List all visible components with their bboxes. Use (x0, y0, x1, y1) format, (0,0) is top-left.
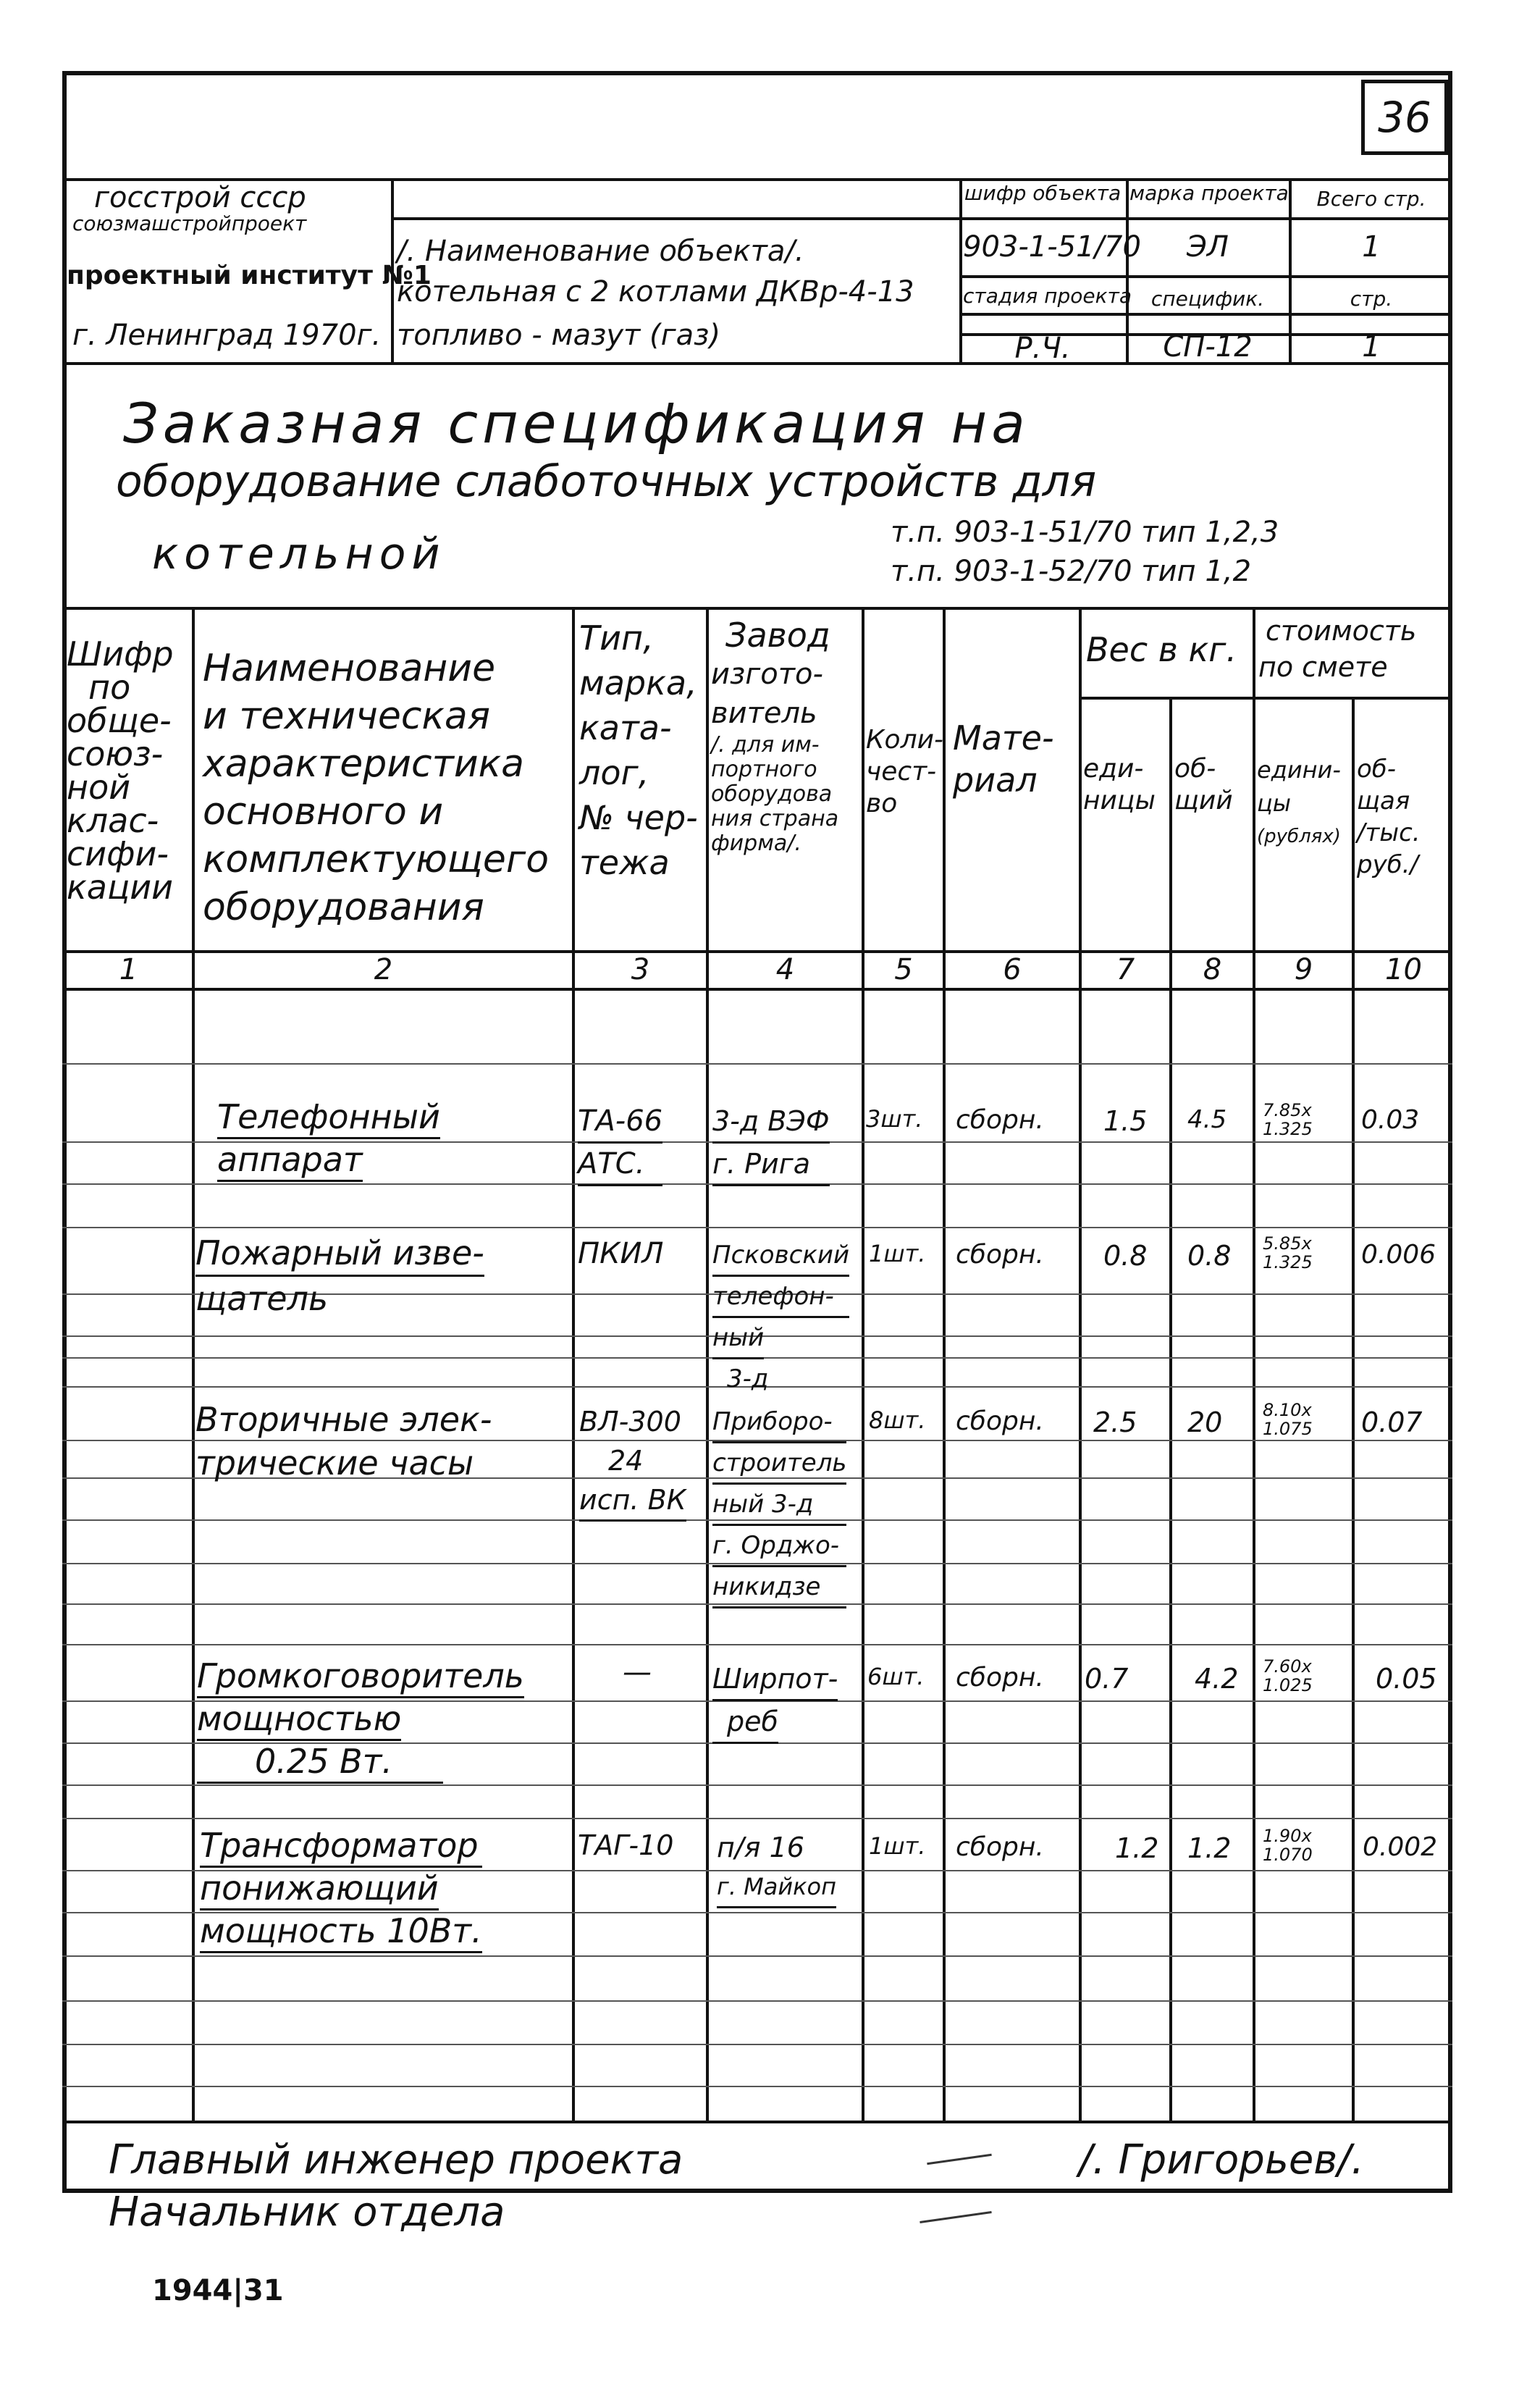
header-col2 (203, 645, 549, 931)
header-col5 (866, 724, 943, 820)
header-col4-text: изгото- (711, 658, 823, 691)
header-col1-text: обще- (67, 701, 172, 740)
row-type-line: исп. ВК (579, 1480, 686, 1522)
row-maker-line: 3-д (727, 1364, 769, 1393)
table-row-name (217, 1096, 440, 1182)
title-line1: Заказная спецификация на (123, 391, 1030, 456)
col-divider (862, 607, 864, 2121)
table-row-type (579, 1402, 686, 1522)
row-rule-line (62, 2044, 1452, 2045)
table-row-weight-total: 4.2 (1195, 1663, 1239, 1695)
row-cost-unit-line: 1.070 (1263, 1845, 1313, 1865)
stamp-stage-label: стадия проекта (963, 284, 1132, 308)
stamp-line (959, 313, 1452, 316)
row-maker-line: г. Рига (712, 1144, 830, 1186)
table-row-type (578, 1829, 673, 1861)
table-row-type (623, 1656, 652, 1689)
header-col3-text: тежа (579, 843, 670, 882)
header-col2-text: характеристика (203, 742, 524, 786)
header-col1-text: по (88, 668, 131, 707)
row-name-line: щатель (195, 1279, 329, 1318)
table-row-maker (717, 1828, 836, 1908)
table-row-cost-total: 0.05 (1376, 1663, 1437, 1695)
header-col3-text: Тип, (579, 618, 654, 658)
row-rule-line (62, 1818, 1452, 1819)
row-name-line: трические часы (195, 1443, 474, 1482)
title-ref1: т.п. 903-1-51/70 тип 1,2,3 (891, 516, 1279, 549)
header-col1-text: сифи- (67, 834, 169, 873)
table-row-qty: 1шт. (869, 1832, 926, 1860)
header-col2-text: комплектующего (203, 838, 550, 881)
stamp-total-pages-value: 1 (1362, 230, 1381, 264)
header-cost-group-text: по смете (1258, 651, 1388, 683)
table-row-cost-unit (1263, 1657, 1313, 1695)
row-name-line: Трансформатор (200, 1825, 482, 1868)
table-row-maker (712, 1236, 849, 1398)
row-cost-unit-line: 1.90х (1263, 1826, 1312, 1846)
title-line3: котельной (152, 529, 446, 579)
stamp-mark-value: ЭЛ (1186, 230, 1229, 264)
header-col1-text: Шифр (67, 634, 174, 674)
row-maker-line: телефон- (712, 1277, 849, 1318)
row-type-line: ВЛ-300 (579, 1406, 681, 1438)
table-row-type (578, 1101, 662, 1186)
table-row-weight-unit: 2.5 (1093, 1406, 1137, 1438)
row-rule-line (62, 2086, 1452, 2087)
stamp-spec-label: специфик. (1150, 287, 1265, 311)
archive-number: 1944|31 (152, 2274, 284, 2307)
signature-mark (920, 2211, 991, 2223)
row-maker-line: г. Майкоп (717, 1867, 836, 1908)
chief-engineer-name: /. Григорьев/. (1079, 2136, 1364, 2184)
table-row-qty: 6шт. (867, 1663, 925, 1690)
table-row-material: сборн. (956, 1240, 1044, 1270)
stamp-stage-value: Р.Ч. (1014, 332, 1071, 365)
header-col1-text: клас- (67, 801, 159, 840)
row-name-line: Громкоговоритель (197, 1656, 524, 1698)
table-row-qty: 8шт. (869, 1406, 926, 1434)
header-col8-text: щий (1174, 786, 1233, 815)
table-row-cost-unit (1263, 1401, 1313, 1438)
stamp-mark-label: марка проекта (1129, 181, 1289, 205)
title-ref2: т.п. 903-1-52/70 тип 1,2 (891, 555, 1252, 588)
group-header-line (1079, 697, 1452, 700)
header-col1-text: кации (67, 868, 174, 907)
row-type-line: 24 (608, 1445, 644, 1477)
row-name-line: Вторичные элек- (195, 1400, 492, 1439)
stamp-spec-value: СП-12 (1163, 330, 1253, 364)
header-col3-text: лог, (579, 753, 649, 792)
row-name-line: мощность 10Вт. (200, 1910, 482, 1953)
table-row-cost-unit (1263, 1101, 1313, 1138)
header-cost-group-text: стоимость (1266, 615, 1417, 647)
header-col1-text: союз- (67, 734, 164, 773)
row-name-line: мощностью (197, 1698, 401, 1741)
header-col10-text: об- (1357, 755, 1397, 784)
col-divider (943, 607, 946, 2121)
table-row-qty: 1шт. (869, 1240, 926, 1267)
row-type-line: ТА-66 (578, 1101, 662, 1144)
table-top-line (62, 607, 1452, 610)
row-maker-line: реб (712, 1701, 778, 1744)
stamp-cipher-value: 903-1-51/70 (963, 230, 1141, 264)
table-row-material: сборн. (956, 1105, 1044, 1135)
table-row-name (195, 1398, 492, 1485)
table-row-cost-unit (1263, 1826, 1313, 1864)
header-col4-text: /. для им- (711, 732, 820, 758)
row-rule-line (62, 1227, 1452, 1228)
header-col3-text: ката- (579, 708, 672, 747)
table-row-material: сборн. (956, 1663, 1044, 1693)
stamp-page-label: стр. (1350, 287, 1393, 311)
table-row-name (197, 1656, 524, 1784)
table-row-weight-total: 20 (1187, 1406, 1223, 1438)
table-row-material: сборн. (956, 1406, 1044, 1436)
row-name-line: Пожарный изве- (195, 1231, 484, 1277)
header-col9-text: едини- (1257, 756, 1341, 784)
header-col10-text: руб./ (1357, 850, 1418, 879)
table-row-weight-total: 0.8 (1187, 1240, 1232, 1272)
row-cost-unit-line: 1.325 (1263, 1252, 1313, 1272)
stamp-line (391, 217, 1452, 220)
table-row-name (195, 1231, 484, 1320)
table-row-maker (712, 1658, 838, 1744)
footer-line (62, 2121, 1452, 2123)
table-row-name (200, 1825, 482, 1953)
header-col1-text: ной (67, 768, 131, 807)
table-row-maker (712, 1402, 846, 1608)
header-col3-text: марка, (579, 663, 697, 702)
header-col4-text: витель (711, 697, 817, 730)
header-col9-text: (рублях) (1257, 826, 1341, 847)
header-col6-text: Мате- (953, 718, 1054, 758)
row-rule-line (62, 1644, 1452, 1645)
row-maker-line: Псковский (712, 1236, 849, 1277)
header-col10 (1357, 753, 1421, 881)
row-cost-unit-line: 7.60х (1263, 1656, 1312, 1677)
header-col3-text: № чер- (579, 798, 698, 837)
stamp-city-year: г. Ленинград 1970г. (72, 319, 382, 352)
row-type-line: — (623, 1656, 652, 1689)
table-row-cost-total: 0.006 (1361, 1240, 1436, 1270)
row-maker-line: никидзе (712, 1567, 846, 1608)
header-col10-text: /тыс. (1357, 818, 1421, 847)
column-number: 2 (374, 953, 393, 986)
column-number: 1 (119, 953, 138, 986)
chief-engineer-label: Главный инженер проекта (109, 2136, 683, 2184)
row-maker-line: ный (712, 1318, 764, 1359)
column-number: 8 (1203, 953, 1222, 986)
stamp-page-value: 1 (1362, 330, 1381, 364)
header-col7-text: еди- (1083, 754, 1144, 784)
table-row-weight-unit: 1.5 (1103, 1105, 1148, 1137)
col-divider (1253, 607, 1255, 2121)
row-cost-unit-line: 7.85х (1263, 1100, 1312, 1120)
column-number: 3 (631, 953, 650, 986)
table-row-cost-total: 0.07 (1361, 1406, 1423, 1438)
table-row-weight-unit: 0.8 (1103, 1240, 1148, 1272)
column-number: 9 (1294, 953, 1313, 986)
row-cost-unit-line: 1.025 (1263, 1675, 1313, 1695)
table-row-cost-total: 0.002 (1363, 1832, 1438, 1862)
table-row-weight-total: 1.2 (1187, 1832, 1232, 1864)
header-col8 (1174, 753, 1233, 817)
row-cost-unit-line: 1.075 (1263, 1419, 1313, 1439)
stamp-org-line2: союзмашстройпроект (72, 211, 307, 235)
header-col2-text: Наименование (203, 647, 496, 690)
row-type-line: АТС. (578, 1144, 662, 1186)
row-maker-line: 3-д ВЭФ (712, 1101, 830, 1144)
header-col6 (953, 717, 1054, 801)
table-row-cost-total: 0.03 (1361, 1105, 1420, 1135)
row-maker-line: п/я 16 (717, 1832, 804, 1863)
row-name-line: Телефонный (217, 1096, 440, 1139)
stamp-cipher-label: шифр объекта (964, 181, 1122, 205)
col-divider (706, 607, 709, 2121)
header-col2-text: основного и (203, 790, 444, 834)
page-number: 36 (1361, 80, 1448, 155)
row-rule-line (62, 1063, 1452, 1065)
header-col5-text: во (866, 789, 898, 818)
department-head-label: Начальник отдела (109, 2189, 505, 2236)
header-col4-text: оборудова (711, 781, 833, 807)
column-number: 6 (1003, 953, 1022, 986)
header-cost-group (1258, 613, 1416, 685)
row-maker-line: г. Орджо- (712, 1526, 846, 1567)
stamp-total-pages-label: Всего стр. (1316, 187, 1426, 211)
header-col9 (1257, 753, 1341, 853)
row-maker-line: строитель (712, 1443, 846, 1485)
row-cost-unit-line: 8.10х (1263, 1400, 1312, 1420)
row-rule-line (62, 2000, 1452, 2002)
column-number: 4 (775, 953, 795, 986)
row-name-line: понижающий (200, 1868, 439, 1910)
col-divider (1352, 697, 1355, 2121)
table-row-maker (712, 1101, 830, 1186)
header-col2-text: оборудования (203, 886, 484, 929)
stamp-object-label: /. Наименование объекта/. (397, 235, 804, 268)
header-col5-text: чест- (866, 757, 937, 787)
header-col7 (1083, 753, 1156, 817)
header-col4-text: Завод (725, 616, 830, 655)
header-col4-text: фирма/. (711, 831, 801, 856)
row-maker-line: Ширпот- (712, 1658, 838, 1701)
stamp-institute: проектный институт №1 (67, 261, 432, 290)
header-col10-text: щая (1357, 787, 1410, 815)
column-number: 10 (1385, 953, 1422, 986)
row-maker-line: Приборо- (712, 1402, 846, 1443)
row-name-line: аппарат (217, 1139, 363, 1182)
row-cost-unit-line: 1.325 (1263, 1119, 1313, 1139)
row-type-line: ПКИЛ (578, 1237, 664, 1270)
column-number: 7 (1116, 953, 1135, 986)
row-type-line: ТАГ-10 (578, 1829, 674, 1861)
stamp-org-line1: госстрой ссср (94, 181, 306, 214)
row-rule-line (62, 1955, 1452, 1957)
table-row-type (578, 1237, 663, 1270)
row-name-line: 0.25 Вт. (197, 1741, 443, 1784)
header-col4-text: ния страна (711, 806, 839, 831)
title-line2: оборудование слаботочных устройств для (116, 456, 1097, 507)
header-col2-text: и техническая (203, 695, 491, 738)
header-col6-text: риал (953, 760, 1038, 800)
table-row-material: сборн. (956, 1832, 1044, 1862)
stamp-line (959, 275, 1452, 278)
col-divider (192, 607, 195, 2121)
stamp-object-line2: котельная с 2 котлами ДКВр-4-13 (397, 275, 914, 309)
header-col4 (711, 616, 838, 856)
col-divider (1079, 607, 1082, 2121)
numbers-bottom-line (62, 988, 1452, 991)
table-row-weight-total: 4.5 (1187, 1105, 1227, 1134)
row-cost-unit-line: 5.85х (1263, 1233, 1312, 1254)
column-number: 5 (894, 953, 913, 986)
col-divider (572, 607, 575, 2121)
row-rule-line (62, 1784, 1452, 1786)
table-row-weight-unit: 1.2 (1115, 1832, 1159, 1864)
header-col4-text: портного (711, 757, 817, 782)
header-col8-text: об- (1174, 754, 1216, 784)
stamp-object-line3: топливо - мазут (газ) (397, 319, 721, 352)
row-maker-line: ный 3-д (712, 1485, 846, 1526)
header-col7-text: ницы (1083, 786, 1156, 815)
header-col5-text: Коли- (866, 725, 943, 755)
header-col9-text: цы (1257, 789, 1292, 817)
header-col1 (67, 634, 174, 907)
table-row-weight-unit: 0.7 (1085, 1663, 1129, 1695)
header-weight-group: Вес в кг. (1086, 630, 1237, 669)
header-col3 (579, 616, 698, 885)
table-row-cost-unit (1263, 1234, 1313, 1272)
col-divider (1169, 697, 1172, 2121)
table-row-qty: 3шт. (866, 1105, 923, 1133)
